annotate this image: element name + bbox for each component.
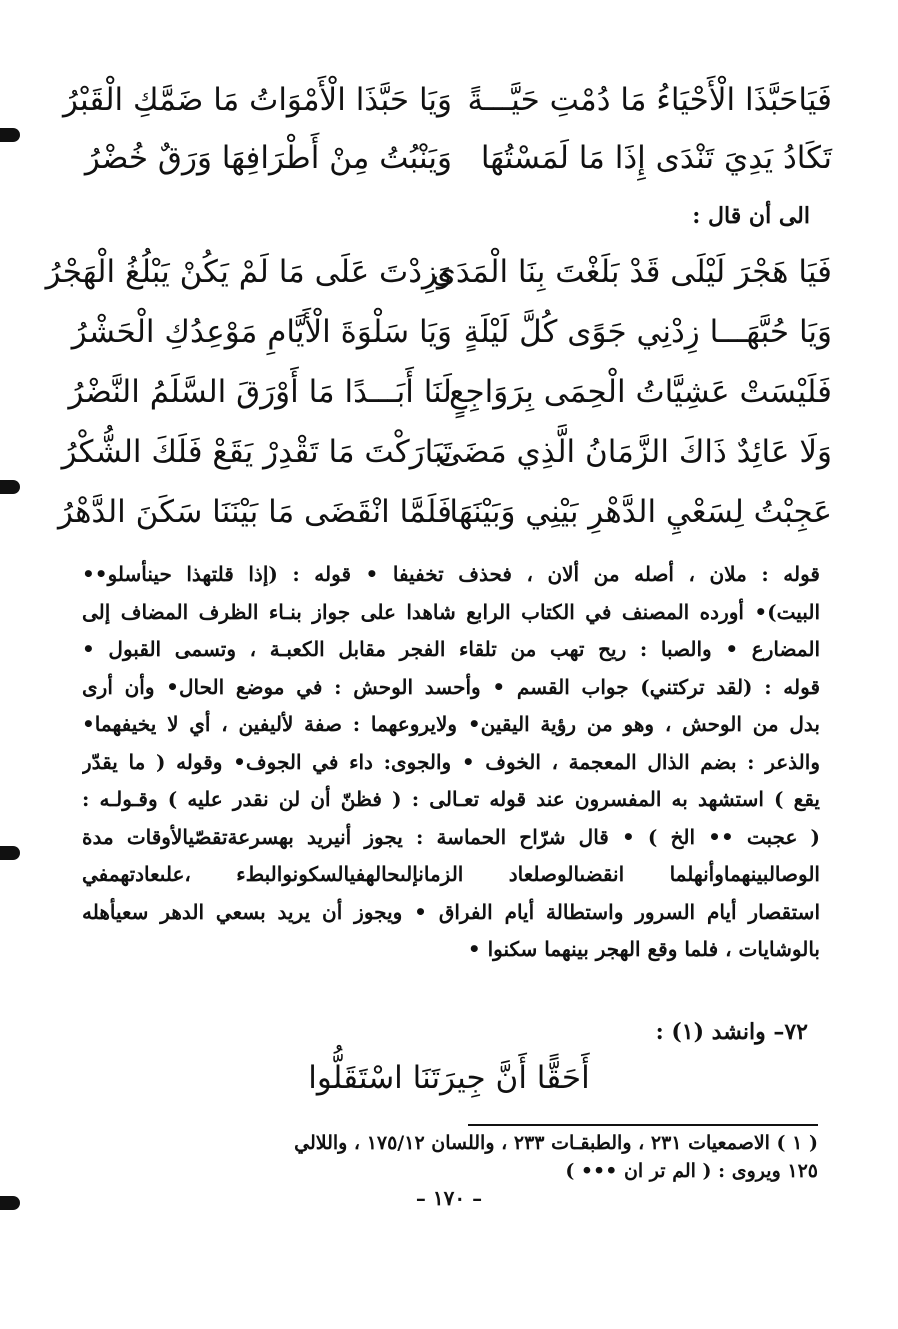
scan-binding-mark (0, 846, 20, 860)
commentary-line: البيت)• أورده المصنف في الكتاب الرابع شاهدا على جواز بنـاء الظرف المضاف إلى (82, 599, 820, 624)
quoted-hemistich: أَحَقًّا أَنَّ جِيرَتَنَا اسْتَقَلُّوا (308, 1060, 590, 1096)
verse-second-hemistich: تَبَارَكْتَ مَا تَقْدِرْ يَقَعْ فَلَكَ الشُّكْرُ (61, 434, 452, 470)
section-heading: ٧٢– وانشد (١) : (655, 1019, 808, 1045)
footnote-line: ( ١ ) الاصمعيات ٢٣١ ، والطبقـات ٢٣٣ ، واللسان ١٧٥/١٢ ، واللالي (294, 1132, 818, 1154)
footnote-line: ١٢٥ ويروى : ( الم تر ان ••• ) (565, 1160, 818, 1182)
commentary-line: ( عجبت •• الخ ) • قال شرّاح الحماسة : يجوز أنيريد بهسرعةتقصّيالأوقات مدة (82, 824, 820, 849)
verse-second-hemistich: فَلَمَّا انْقَضَى مَا بَيْنَنَا سَكَنَ الدَّهْرُ (57, 494, 452, 530)
commentary-line: قوله : ملان ، أصله من ألان ، فحذف تخفيفا • قوله : (إذا قلتهذا حينأسلو•• (82, 562, 820, 586)
scan-binding-mark (0, 480, 20, 494)
verse-second-hemistich: وَيَا سَلْوَةَ الْأَيَّامِ مَوْعِدُكِ الْحَشْرُ (71, 314, 452, 350)
page-number: – ١٧٠ – (415, 1186, 483, 1210)
commentary-line: المضارع • والصبا : ريح تهب من تلقاء الفجر مقابل الكعبـة ، وتسمى القبول • (82, 637, 820, 661)
verse-line (57, 484, 832, 540)
verse-first-hemistich: وَيَا حُبَّهَـــا زِدْنِي جَوًى كُلَّ لَيْلَةٍ (463, 314, 832, 350)
commentary-line: قوله : (لقد تركتني) جواب القسم • وأحسد الوحش : في موضع الحال• وأن أرى (82, 674, 820, 699)
verse-first-hemistich: تَكَادُ يَدِيَ تَنْدَى إِذَا مَا لَمَسْتُهَا (480, 140, 832, 176)
verse-line (71, 304, 832, 360)
verse-first-hemistich: فَلَيْسَتْ عَشِيَّاتُ الْحِمَى بِرَوَاجِعٍ (448, 374, 832, 410)
footnote-divider (468, 1124, 818, 1126)
verse-line (84, 130, 832, 186)
verse-second-hemistich: وَيَا حَبَّذَا الْأَمْوَاتُ مَا ضَمَّكِ الْقَبْرُ (62, 82, 452, 118)
verse-first-hemistich: عَجِبْتُ لِسَعْيِ الدَّهْرِ بَيْنِي وَبَيْنَهَا (449, 494, 832, 530)
verse-second-hemistich: لَنَا أَبَـــدًا مَا أَوْرَقَ السَّلَمُ النَّضْرُ (68, 374, 452, 410)
verse-line (45, 244, 832, 300)
verse-first-hemistich: وَلَا عَائِدٌ ذَاكَ الزَّمَانُ الَّذِي مَضَى (437, 434, 832, 470)
commentary-line: والذعر : بضم الذال المعجمة ، الخوف • والجوى: داء في الجوف• وقوله ( ما يقدّر (82, 749, 820, 774)
scan-binding-mark (0, 128, 20, 142)
intro-line: الى أن قال : (692, 203, 810, 229)
commentary-line: بالوشايات ، فلما وقع الهجر بينهما سكنوا • (467, 937, 820, 961)
verse-line (68, 364, 832, 420)
commentary-paragraph (82, 556, 820, 969)
verse-first-hemistich: فَيَاحَبَّذَا الْأَحْيَاءُ مَا دُمْتِ حَيَّـــةً (467, 82, 832, 118)
scan-binding-mark (0, 1196, 20, 1210)
verse-second-hemistich: وَزِدْتَ عَلَى مَا لَمْ يَكُنْ يَبْلُغُ الْهَجْرُ (45, 254, 452, 290)
verse-first-hemistich: فَيَا هَجْرَ لَيْلَى قَدْ بَلَغْتَ بِنَا الْمَدَى (431, 254, 832, 290)
commentary-line: الوصالبينهماوأنهلما انقضىالوصلعاد الزمانإلىحالهفيالسكونوالبطء ،علىعادتهمفي (82, 862, 820, 886)
commentary-line: استقصار أيام السرور واستطالة أيام الفراق • ويجوز أن يريد بسعي الدهر سعيأهله (82, 899, 820, 924)
commentary-line: يقع ) استشهد به المفسرون عند قوله تعـالى : ( فظنّ أن لن نقدر عليه ) وقـولـه : (82, 787, 820, 811)
commentary-line: بدل من الوحش ، وهو من رؤية اليقين• ولايروعهما : صفة لأليفين ، أي لا يخيفهما• (82, 712, 820, 736)
verse-line (61, 424, 832, 480)
verse-second-hemistich: وَيَنْبُتُ مِنْ أَطْرَافِهَا وَرَقٌ خُضْرُ (84, 140, 452, 176)
verse-line (62, 72, 832, 128)
